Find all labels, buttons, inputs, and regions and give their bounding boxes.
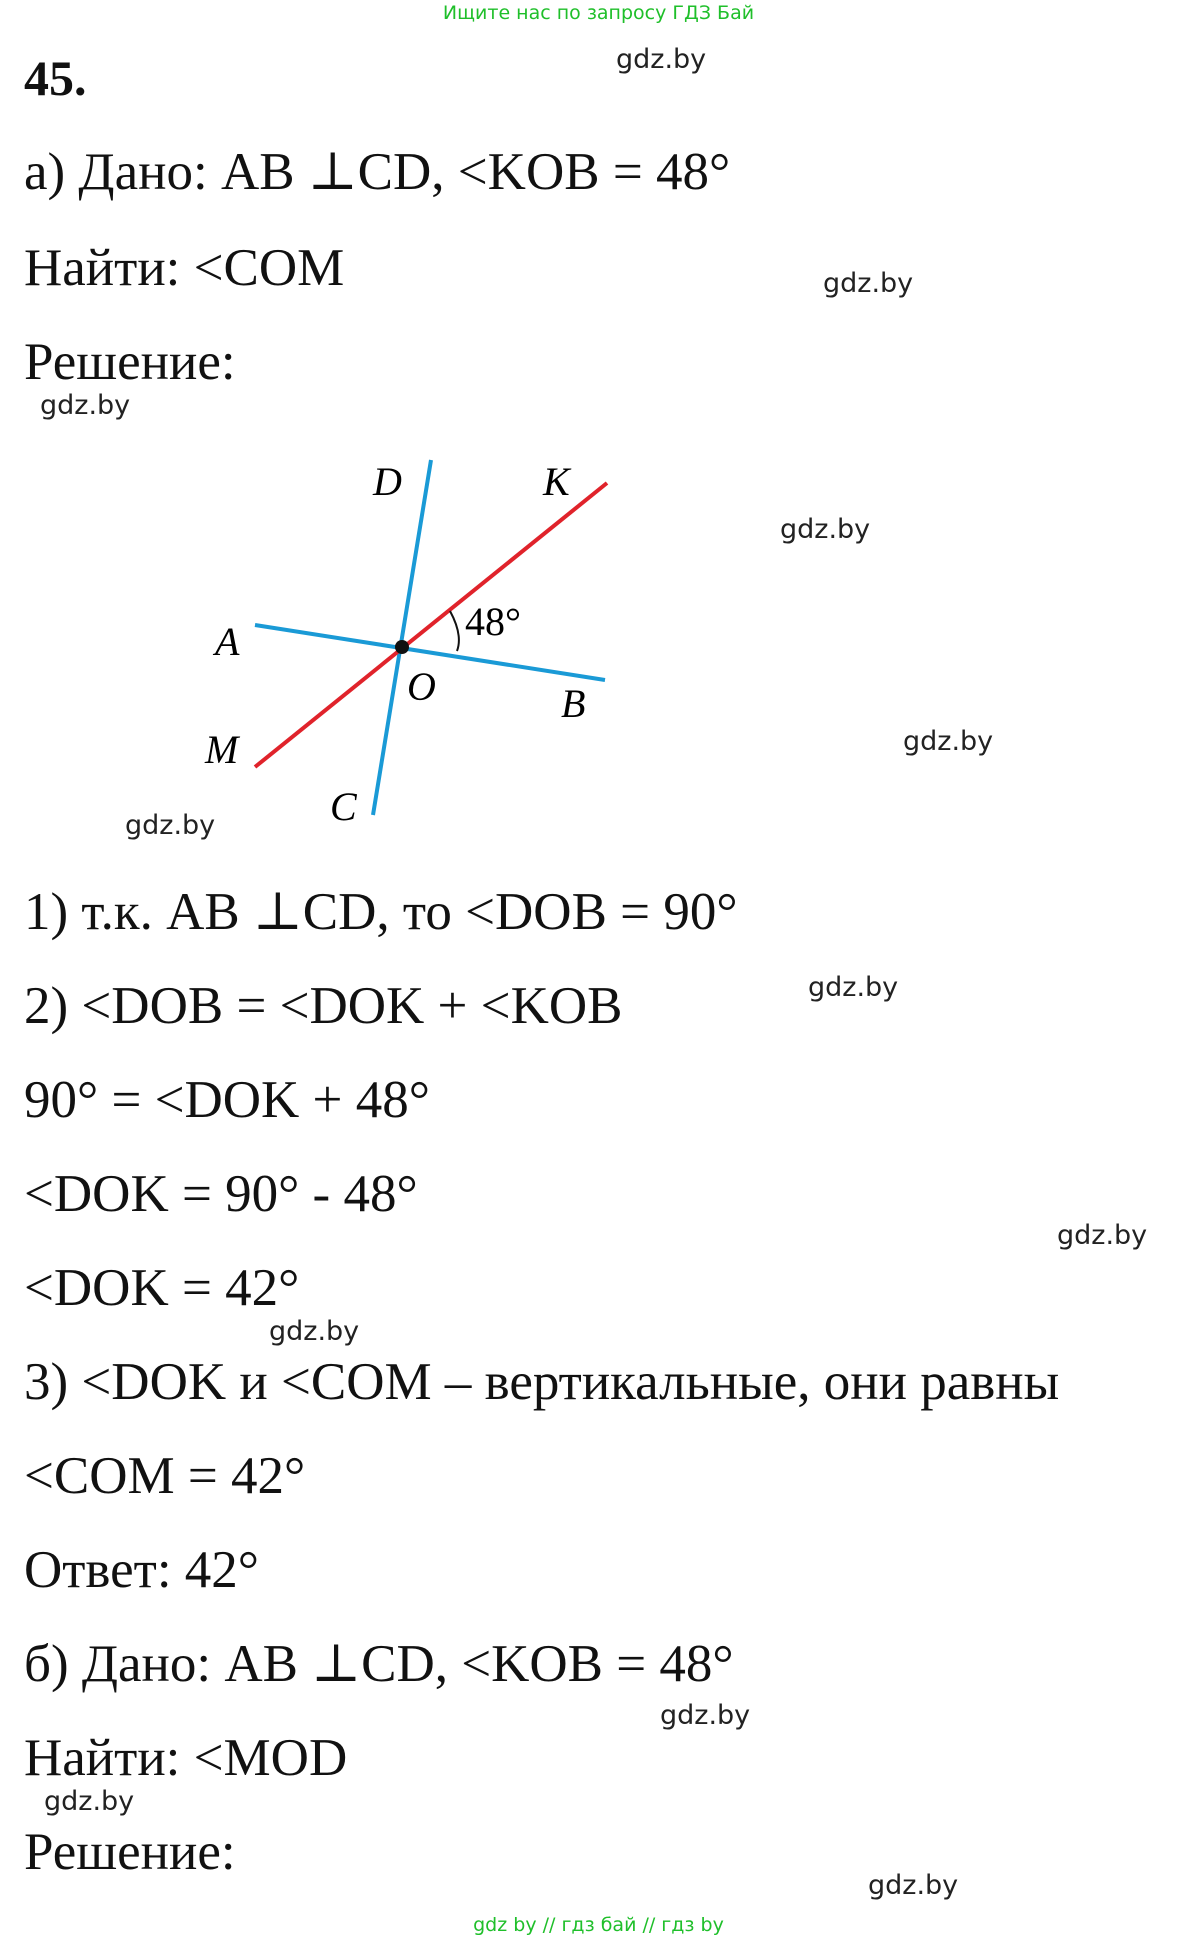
- part-b-solution-label: Решение:: [24, 1823, 236, 1881]
- step-3: 3) <DOK и <COM – вертикальные, они равны: [24, 1353, 1060, 1411]
- step-2-subtraction: <DOK = 90° - 48°: [24, 1165, 418, 1223]
- part-a-given: а) Дано: AB ⊥CD, <KOB = 48°: [24, 143, 731, 201]
- part-a-solution-label: Решение:: [24, 333, 236, 391]
- watermark: gdz.by: [823, 268, 914, 299]
- footer-links[interactable]: gdz by // гдз бай // гдз by: [473, 1914, 724, 1936]
- search-hint-link[interactable]: Ищите нас по запросу ГДЗ Бай: [442, 2, 755, 24]
- geometry-figure: [195, 445, 635, 830]
- watermark: gdz.by: [660, 1700, 751, 1731]
- line-cd: [373, 460, 431, 815]
- line-mk: [255, 483, 607, 767]
- part-a-answer: Ответ: 42°: [24, 1541, 260, 1599]
- watermark: gdz.by: [616, 44, 707, 75]
- watermark: gdz.by: [44, 1786, 135, 1817]
- watermark: gdz.by: [269, 1316, 360, 1347]
- watermark: gdz.by: [868, 1870, 959, 1901]
- label-d: D: [373, 459, 402, 504]
- step-1: 1) т.к. AB ⊥CD, то <DOB = 90°: [24, 883, 738, 941]
- angle-arc: [450, 611, 459, 651]
- watermark: gdz.by: [903, 726, 994, 757]
- label-b: B: [561, 681, 586, 726]
- label-a: A: [215, 619, 240, 664]
- label-k: K: [543, 459, 570, 504]
- angle-label: 48°: [465, 599, 521, 644]
- step-2-substitution: 90° = <DOK + 48°: [24, 1071, 430, 1129]
- part-a-find: Найти: <COM: [24, 239, 345, 297]
- watermark: gdz.by: [40, 390, 131, 421]
- point-o: [395, 640, 409, 654]
- task-number: 45.: [24, 50, 87, 106]
- label-c: C: [330, 784, 357, 829]
- part-b-find: Найти: <MOD: [24, 1729, 348, 1787]
- watermark: gdz.by: [780, 514, 871, 545]
- label-o: O: [407, 664, 436, 709]
- step-3-result: <COM = 42°: [24, 1447, 306, 1505]
- step-2: 2) <DOB = <DOK + <KOB: [24, 977, 623, 1035]
- watermark: gdz.by: [125, 810, 216, 841]
- label-m: M: [205, 727, 239, 772]
- watermark: gdz.by: [1057, 1220, 1148, 1251]
- watermark: gdz.by: [808, 972, 899, 1003]
- part-b-given: б) Дано: AB ⊥CD, <KOB = 48°: [24, 1635, 734, 1693]
- step-2-result: <DOK = 42°: [24, 1259, 300, 1317]
